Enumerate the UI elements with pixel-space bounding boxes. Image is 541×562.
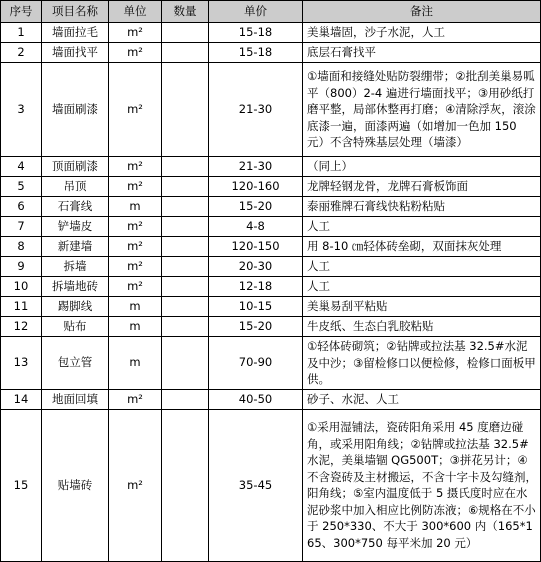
cell-name: 吊顶 [42, 177, 109, 197]
cell-unit: m [109, 317, 162, 337]
cell-price: 12-18 [209, 277, 303, 297]
table-row [1, 277, 541, 297]
cell-price: 20-30 [209, 257, 303, 277]
header-note: 备注 [303, 1, 541, 23]
cell-name: 铲墙皮 [42, 217, 109, 237]
cell-name: 顶面刷漆 [42, 157, 109, 177]
table-row [1, 237, 541, 257]
header-price: 单价 [209, 1, 303, 23]
cell-note: 用 8-10 ㎝轻体砖垒砌，双面抹灰处理 [303, 237, 541, 257]
cell-unit: m² [109, 217, 162, 237]
table-row [1, 409, 541, 561]
cell-note: 底层石膏找平 [303, 43, 541, 63]
cell-unit: m² [109, 43, 162, 63]
table-row [1, 197, 541, 217]
cell-qty [162, 237, 209, 257]
cell-unit: m² [109, 277, 162, 297]
cell-note: 龙牌轻钢龙骨，龙牌石膏板饰面 [303, 177, 541, 197]
cell-name: 贴布 [42, 317, 109, 337]
table-row [1, 157, 541, 177]
cell-unit: m² [109, 237, 162, 257]
table-row [1, 217, 541, 237]
header-unit: 单位 [109, 1, 162, 23]
cell-note: 砂子、水泥、人工 [303, 389, 541, 409]
cell-no: 10 [1, 277, 42, 297]
cell-note: ①墙面和接缝处贴防裂绷带；②批刮美巢易呱平（800）2-4 遍进行墙面找平；③用砂纸打磨平整，局部休整再打磨；④清除浮灰，滚涂底漆一遍，面漆两遍（如增加一色加 150 元）不含特殊基层处理（墙漆） [303, 63, 541, 157]
cell-unit: m² [109, 177, 162, 197]
cell-name: 新建墙 [42, 237, 109, 257]
cell-name: 踢脚线 [42, 297, 109, 317]
cell-name: 贴墙砖 [42, 409, 109, 561]
cell-price: 10-15 [209, 297, 303, 317]
cell-qty [162, 317, 209, 337]
cell-unit: m [109, 297, 162, 317]
table-row [1, 317, 541, 337]
cell-note: 人工 [303, 257, 541, 277]
cell-price: 120-150 [209, 237, 303, 257]
cell-price: 120-160 [209, 177, 303, 197]
cell-no: 3 [1, 63, 42, 157]
cell-price: 4-8 [209, 217, 303, 237]
cell-no: 5 [1, 177, 42, 197]
table-row [1, 43, 541, 63]
cell-no: 7 [1, 217, 42, 237]
cell-unit: m² [109, 63, 162, 157]
cell-note: 泰丽雅牌石膏线快粘粉粘贴 [303, 197, 541, 217]
cell-no: 4 [1, 157, 42, 177]
cell-qty [162, 257, 209, 277]
cell-qty [162, 157, 209, 177]
cell-no: 11 [1, 297, 42, 317]
cell-unit: m [109, 197, 162, 217]
cell-price: 70-90 [209, 337, 303, 390]
cell-qty [162, 43, 209, 63]
cell-unit: m² [109, 409, 162, 561]
cell-note: （同上） [303, 157, 541, 177]
cell-note: 美巢墙固，沙子水泥，人工 [303, 23, 541, 43]
header-qty: 数量 [162, 1, 209, 23]
header-row [1, 1, 541, 23]
cell-price: 21-30 [209, 157, 303, 177]
cell-no: 9 [1, 257, 42, 277]
header-no: 序号 [1, 1, 42, 23]
cell-note: ①轻体砖砌筑；②钻牌或拉法基 32.5#水泥及中沙；③留检修口以便检修，检修口面板甲供。 [303, 337, 541, 390]
cell-name: 拆墙地砖 [42, 277, 109, 297]
cell-unit: m [109, 337, 162, 390]
cell-no: 15 [1, 409, 42, 561]
cell-note: 人工 [303, 217, 541, 237]
cell-no: 6 [1, 197, 42, 217]
cell-qty [162, 197, 209, 217]
table-row [1, 63, 541, 157]
cell-no: 8 [1, 237, 42, 257]
cell-price: 21-30 [209, 63, 303, 157]
cell-name: 石膏线 [42, 197, 109, 217]
cell-qty [162, 277, 209, 297]
cell-note: 人工 [303, 277, 541, 297]
table-row [1, 389, 541, 409]
cell-qty [162, 297, 209, 317]
cell-no: 1 [1, 23, 42, 43]
table-row [1, 257, 541, 277]
cell-note: ①采用湿铺法，瓷砖阳角采用 45 度磨边碰角，或采用阳角线；②钻牌或拉法基 32.5#水泥，美巢墙锢 QG500T；③拼花另计；④不含瓷砖及主材搬运，不含十字卡及勾缝剂，阳角线；⑤室内温度低于 5 摄氏度时应在水泥砂浆中加入相应比例防冻液；⑥规格在不小于 250*330、不大于 300*600 内（165*165、300*750 每平米加 20 元） [303, 409, 541, 561]
cell-price: 15-20 [209, 197, 303, 217]
cell-price: 40-50 [209, 389, 303, 409]
cell-no: 2 [1, 43, 42, 63]
cell-name: 墙面拉毛 [42, 23, 109, 43]
cell-name: 拆墙 [42, 257, 109, 277]
table-row [1, 297, 541, 317]
cell-name: 地面回填 [42, 389, 109, 409]
table-row [1, 337, 541, 390]
cell-no: 12 [1, 317, 42, 337]
table-row [1, 177, 541, 197]
cell-no: 13 [1, 337, 42, 390]
header-name: 项目名称 [42, 1, 109, 23]
cell-unit: m² [109, 389, 162, 409]
cell-qty [162, 409, 209, 561]
cell-qty [162, 217, 209, 237]
cell-price: 35-45 [209, 409, 303, 561]
cell-note: 牛皮纸、生态白乳胶粘贴 [303, 317, 541, 337]
cell-qty [162, 63, 209, 157]
cell-qty [162, 337, 209, 390]
cell-name: 墙面刷漆 [42, 63, 109, 157]
cell-unit: m² [109, 157, 162, 177]
cell-qty [162, 389, 209, 409]
cell-note: 美巢易刮平粘贴 [303, 297, 541, 317]
cell-unit: m² [109, 257, 162, 277]
cell-unit: m² [109, 23, 162, 43]
cell-no: 14 [1, 389, 42, 409]
cell-price: 15-18 [209, 23, 303, 43]
cell-qty [162, 177, 209, 197]
cell-name: 墙面找平 [42, 43, 109, 63]
cell-price: 15-18 [209, 43, 303, 63]
table-row [1, 23, 541, 43]
cell-name: 包立管 [42, 337, 109, 390]
cell-price: 15-20 [209, 317, 303, 337]
cell-qty [162, 23, 209, 43]
